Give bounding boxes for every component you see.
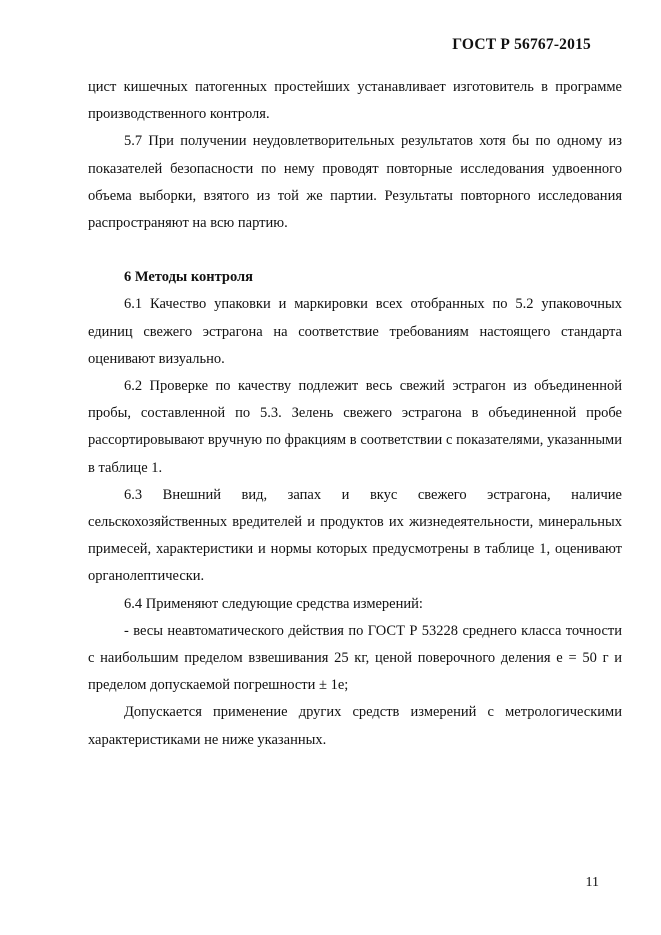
page-body (88, 74, 622, 754)
document-standard-code: ГОСТ Р 56767-2015 (452, 36, 591, 53)
paragraph-continuation: цист кишечных патогенных простейших устанавливает изготовитель в программе производственного контроля. (88, 79, 622, 123)
paragraph-6-1: 6.1 Качество упаковки и маркировки всех отобранных по 5.2 упаковочных единиц свежего эстрагона на соответствие требованиям настоящего стандарта оценивают визуально. (88, 296, 622, 367)
paragraph-6-2: 6.2 Проверке по качеству подлежит весь свежий эстрагон из объединенной пробы, составленной по 5.3. Зелень свежего эстрагона в объединенной пробе рассортировывают вручную по фракциям в соответствии с показателями, указанными в таблице 1. (88, 378, 622, 476)
paragraph-6-3: 6.3 Внешний вид, запах и вкус свежего эстрагона, наличие сельскохозяйственных вредителей и продуктов их жизнедеятельности, минеральных примесей, характеристики и нормы которых предусмотрены в таблице 1, оценивают органолептически. (88, 486, 622, 585)
paragraph-alternative-instruments: Допускается применение других средств измерений с метрологическими характеристиками не ниже указанных. (88, 704, 622, 748)
list-item-scales: - весы неавтоматического действия по ГОСТ Р 53228 среднего класса точности с наибольшим пределом взвешивания 25 кг, ценой поверочного деления е = 50 г и пределом допускаемой погрешности ± 1е; (88, 622, 622, 694)
section-title-methods: 6 Методы контроля (124, 269, 254, 286)
paragraph-6-4: 6.4 Применяют следующие средства измерений: (124, 595, 423, 612)
page-number: 11 (585, 875, 599, 890)
paragraph-5-7: 5.7 При получении неудовлетворительных результатов хотя бы по одному из показателей безопасности по нему проводят повторные исследования удвоенного объема выборки, взятого из той же партии. Результаты повторного исследования распространяют на всю партию. (88, 133, 622, 232)
